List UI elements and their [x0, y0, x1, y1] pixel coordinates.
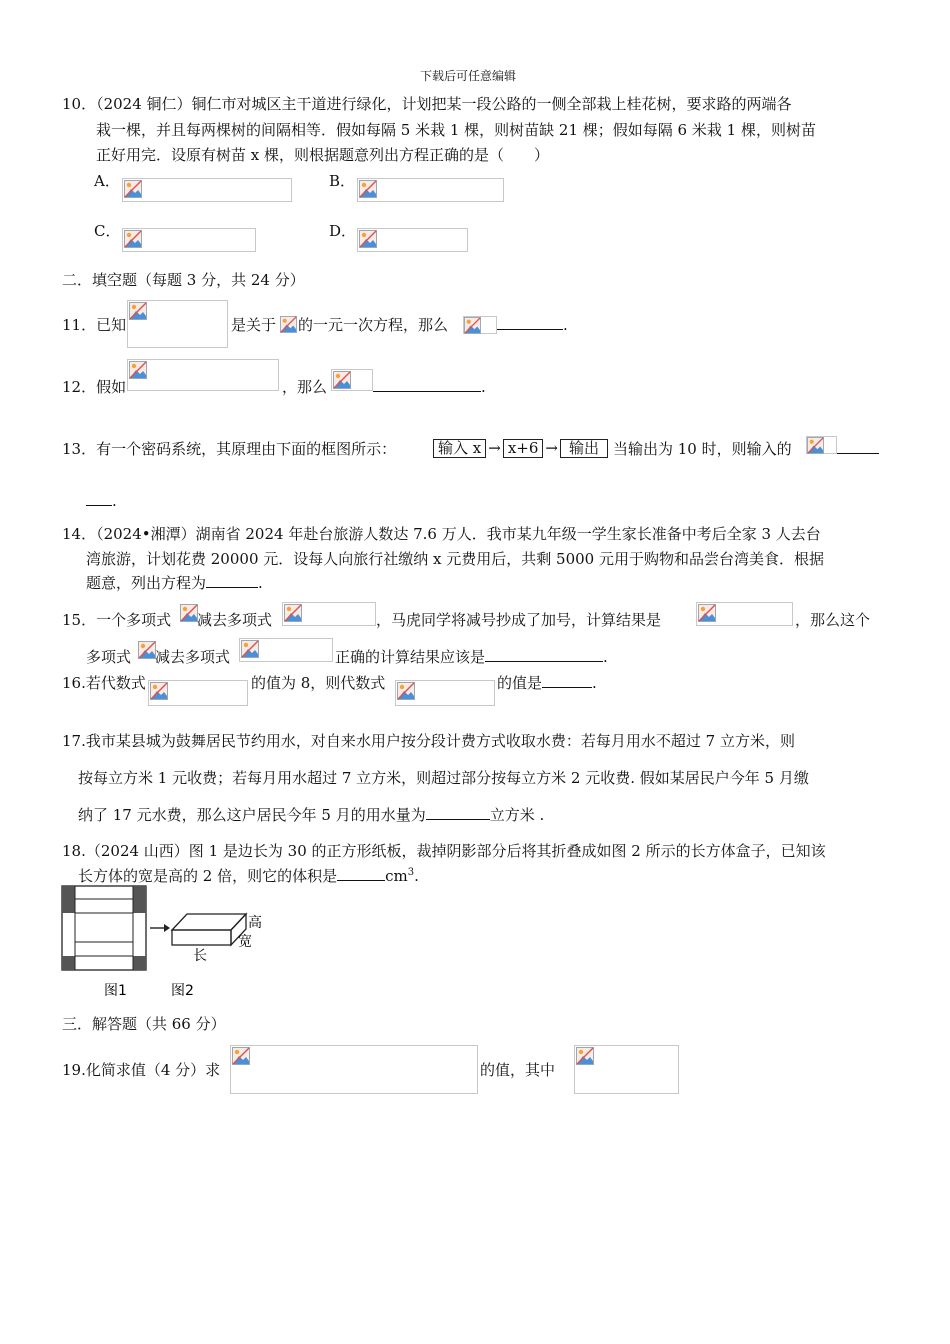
q11-equation-image	[127, 300, 228, 348]
q15-g: 正确的计算结果应该是 .	[335, 648, 608, 666]
flow-arrow-icon: →	[488, 439, 501, 457]
image-placeholder-icon	[359, 230, 377, 248]
q12-mid: ，那么	[282, 378, 328, 396]
q17-answer-blank[interactable]	[426, 805, 490, 820]
q19-a: 19.化简求值（4 分）求	[62, 1061, 221, 1079]
q13-text: 13．有一个密码系统，其原理由下面的框图所示：	[62, 440, 397, 458]
q18-figure	[60, 884, 280, 1000]
flow-arrow-icon: →	[545, 439, 558, 457]
q15-answer-blank[interactable]	[485, 647, 603, 662]
figure-1-sheet	[62, 886, 146, 970]
q13-after: 当输出为 10 时，则输入的	[613, 440, 792, 458]
q10-line2: 栽一棵，并且每两棵树的间隔相等．假如每隔 5 米栽 1 棵，则树苗缺 21 棵；假如每隔 6 米栽 1 棵，则树苗	[96, 121, 816, 139]
q15-b: 减去多项式	[197, 611, 273, 629]
figure-2-caption: 图2	[171, 983, 194, 999]
q11-answer-blank[interactable]: .	[497, 315, 568, 335]
flow-output-box: 输出	[560, 439, 608, 458]
q16-expr2-image	[395, 680, 495, 706]
q11-mid: 是关于	[231, 316, 277, 334]
q11-prefix: 11．已知	[62, 316, 127, 334]
q13-flowchart	[433, 438, 608, 458]
q13-answer-blank-1[interactable]	[837, 439, 879, 459]
q18-line2: 长方体的宽是高的 2 倍，则它的体积是 $cm^3$.	[78, 867, 419, 885]
q17-line1: 17.我市某县城为鼓舞居民节约用水，对自来水用户按分段计费方式收取水费：若每月用水不超过 7 立方米，则	[62, 732, 795, 750]
option-c-formula-image	[122, 228, 256, 252]
image-placeholder-icon	[576, 1047, 594, 1065]
image-placeholder-icon	[397, 682, 415, 700]
q14-answer-blank[interactable]	[206, 573, 258, 588]
image-placeholder-icon	[124, 230, 142, 248]
q15-e: 多项式	[86, 648, 132, 666]
q13-variable-image	[806, 436, 837, 454]
image-placeholder-icon	[807, 437, 824, 454]
label-long: 长	[193, 948, 207, 964]
q19-condition-image	[574, 1045, 679, 1094]
image-placeholder-icon	[241, 640, 259, 658]
q18-answer-blank[interactable]	[337, 866, 385, 881]
q13-answer-blank-2[interactable]: .	[86, 491, 117, 511]
q10-line1: 10．（2024 铜仁）铜仁市对城区主干道进行绿化，计划把某一段公路的一侧全部栽上桂花树，要求路的两端各	[62, 95, 792, 113]
section-solve-title: 三．解答题（共 66 分）	[62, 1015, 226, 1033]
flow-input-box: 输入 x	[433, 439, 486, 458]
q12-prefix: 12．假如	[62, 378, 127, 396]
image-placeholder-icon	[359, 180, 377, 198]
q16-a: 16.若代数式	[62, 674, 146, 692]
q12-expression-image	[331, 369, 373, 391]
image-placeholder-icon	[232, 1047, 250, 1065]
q11-mid2: 的一元一次方程，那么	[298, 316, 449, 334]
q15-poly-b-image-2	[239, 638, 333, 662]
image-placeholder-icon	[284, 604, 302, 622]
option-b-label: B．	[329, 172, 356, 190]
q16-expr1-image	[148, 680, 248, 706]
q11-variable-image	[280, 316, 297, 333]
option-a-label: A．	[94, 172, 120, 190]
image-placeholder-icon	[280, 316, 297, 333]
image-placeholder-icon	[150, 682, 168, 700]
image-placeholder-icon	[138, 641, 156, 659]
q15-poly-b-image	[282, 602, 376, 626]
flow-process-box: x+6	[503, 439, 544, 458]
image-placeholder-icon	[180, 604, 198, 622]
q15-f: 减去多项式	[155, 648, 231, 666]
q15-d: ，那么这个	[795, 611, 871, 629]
label-high: 高	[248, 915, 262, 931]
q17-line2: 按每立方米 1 元收费；若每月用水超过 7 立方米，则超过部分按每立方米 2 元收费. 假如某居民户今年 5 月缴	[78, 769, 809, 787]
image-placeholder-icon	[333, 371, 351, 389]
q16-c: 的值是 .	[497, 674, 597, 692]
q14-line1: 14．（2024•湘潭）湖南省 2024 年赴台旅游人数达 7.6 万人．我市某九年级一学生家长准备中考后全家 3 人去台	[62, 525, 821, 543]
q12-condition-image	[127, 359, 279, 391]
q11-answer-var-image	[463, 316, 497, 334]
option-d-label: D．	[329, 222, 357, 240]
label-wide: 宽	[238, 934, 252, 950]
section-fill-in-title: 二．填空题（每题 3 分，共 24 分）	[62, 271, 305, 289]
q15-result-image	[696, 602, 793, 626]
option-c-label: C．	[94, 222, 121, 240]
q15-a: 15．一个多项式	[62, 611, 172, 629]
image-placeholder-icon	[129, 361, 147, 379]
q14-line3: 题意，列出方程为 .	[86, 574, 263, 592]
q15-c: ，马虎同学将减号抄成了加号，计算结果是	[376, 611, 662, 629]
image-placeholder-icon	[464, 317, 481, 334]
image-placeholder-icon	[129, 302, 147, 320]
option-d-formula-image	[357, 228, 468, 252]
q15-poly-a-image-2	[137, 640, 155, 660]
image-placeholder-icon	[124, 180, 142, 198]
q18-line1: 18.（2024 山西）图 1 是边长为 30 的正方形纸板，裁掉阴影部分后将其折叠成如图 2 所示的长方体盒子，已知该	[62, 842, 826, 860]
q14-line2: 湾旅游，计划花费 20000 元．设每人向旅行社缴纳 x 元费用后，共剩 5000 元用于购物和品尝台湾美食．根据	[86, 550, 824, 568]
option-b-formula-image	[357, 178, 504, 202]
figure-arrow-icon	[150, 924, 170, 932]
q15-poly-a-image	[179, 603, 197, 623]
image-placeholder-icon	[698, 604, 716, 622]
q17-line3: 纳了 17 元水费，那么这户居民今年 5 月的用水量为 立方米 .	[78, 806, 545, 824]
page-header: 下载后可任意编辑	[420, 69, 517, 83]
q16-answer-blank[interactable]	[542, 673, 592, 688]
q19-b: 的值，其中	[480, 1061, 556, 1079]
q10-line3: 正好用完．设原有树苗 x 棵，则根据题意列出方程正确的是（ ）	[96, 146, 549, 164]
figure-2-box	[172, 914, 246, 945]
q16-b: 的值为 8，则代数式	[251, 674, 386, 692]
q19-expression-image	[230, 1045, 478, 1094]
figure-1-caption: 图1	[104, 983, 127, 999]
option-a-formula-image	[122, 178, 292, 202]
q12-answer-blank[interactable]: .	[373, 377, 486, 397]
